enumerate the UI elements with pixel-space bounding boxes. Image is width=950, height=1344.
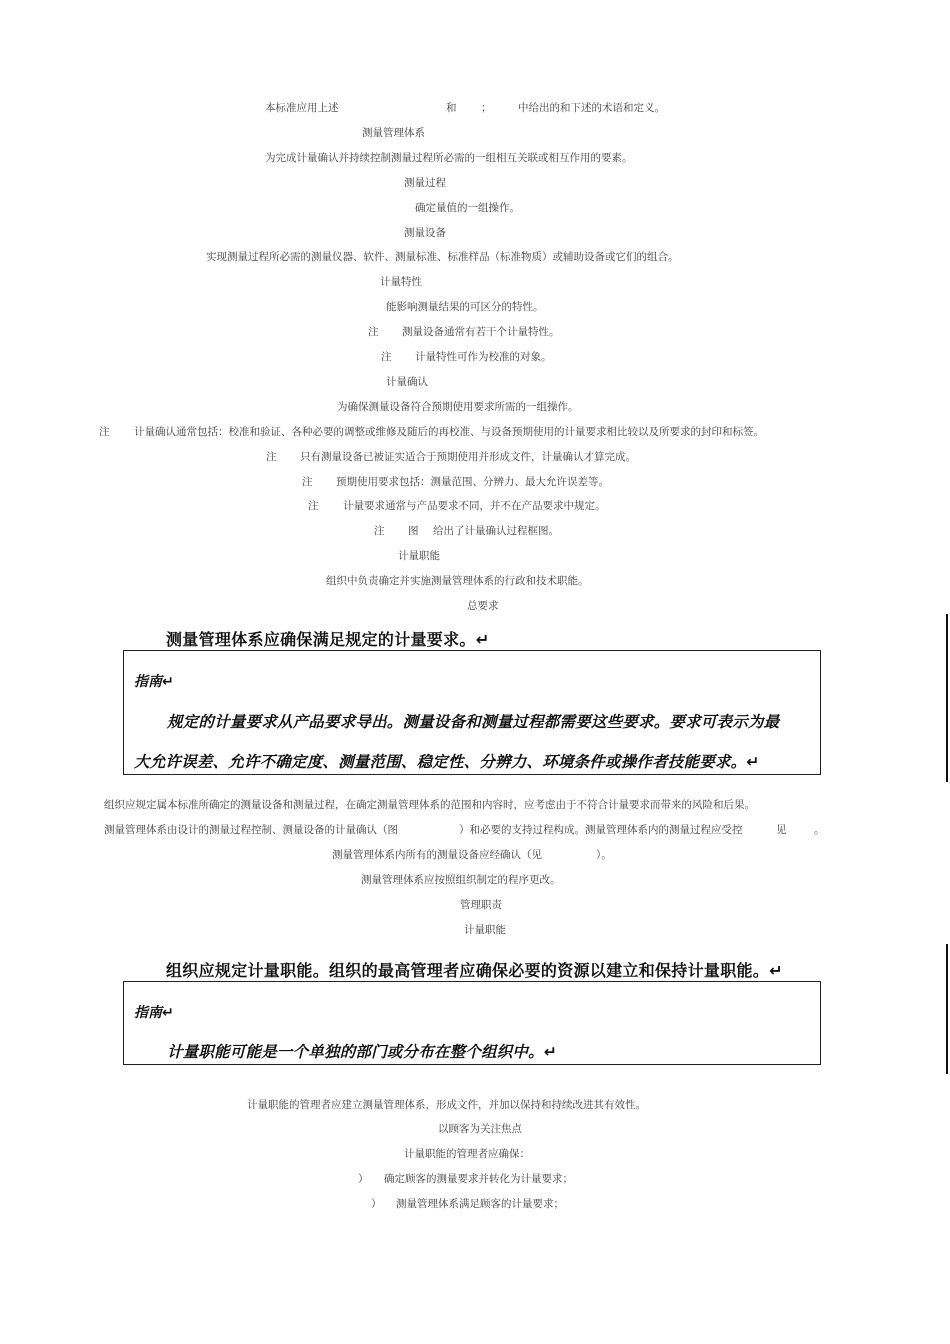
list-item: 测量管理体系满足顾客的计量要求； xyxy=(396,1198,564,1210)
definition-text: 确定量值的一组操作。 xyxy=(415,202,520,214)
note-label: 注 xyxy=(266,451,277,463)
definition-text: 组织中负责确定并实施测量管理体系的行政和技术职能。 xyxy=(326,575,589,587)
paragraph: ）和必要的支持过程构成。测量管理体系内的测量过程应受控 xyxy=(459,824,743,836)
note-text: 图 xyxy=(408,525,419,537)
note-label: 注 xyxy=(302,476,313,488)
guidance-text: 规定的计量要求从产品要求导出。测量设备和测量过程都需要这些要求。要求可表示为最 xyxy=(167,713,780,731)
note-text: 给出了计量确认过程框图。 xyxy=(433,525,559,537)
definition-text: 为完成计量确认并持续控制测量过程所必需的一组相互关联或相互作用的要素。 xyxy=(265,152,633,164)
term-heading: 计量特性 xyxy=(380,276,422,288)
note-label: 注 xyxy=(99,426,110,438)
term-heading: 测量过程 xyxy=(404,177,446,189)
paragraph: 测量管理体系应按照组织制定的程序更改。 xyxy=(361,874,561,886)
revision-bar xyxy=(946,614,948,782)
list-item: 确定顾客的测量要求并转化为计量要求； xyxy=(384,1173,573,1185)
list-marker: ） xyxy=(358,1173,369,1185)
text-line: 中给出的和下述的术语和定义。 xyxy=(518,102,665,114)
guidance-box xyxy=(123,650,821,775)
note-text: 预期使用要求包括：测量范围、分辨力、最大允许误差等。 xyxy=(336,476,609,488)
note-label: 注 xyxy=(374,525,385,537)
paragraph: ）。 xyxy=(596,849,612,861)
guidance-text: 大允许误差、允许不确定度、测量范围、稳定性、分辨力、环境条件或操作者技能要求。↵ xyxy=(134,753,760,771)
requirement-statement: 测量管理体系应确保满足规定的计量要求。↵ xyxy=(166,630,490,649)
guidance-text: 计量职能可能是一个单独的部门或分布在整个组织中。↵ xyxy=(167,1043,557,1061)
term-heading: 计量确认 xyxy=(386,376,428,388)
note-label: 注 xyxy=(381,351,392,363)
definition-text: 为确保测量设备符合预期使用要求所需的一组操作。 xyxy=(337,401,579,413)
section-heading: 管理职责 xyxy=(460,899,502,911)
paragraph: 计量职能的管理者应建立测量管理体系，形成文件，并加以保持和持续改进其有效性。 xyxy=(247,1099,646,1111)
revision-bar xyxy=(946,944,948,1074)
paragraph: 。 xyxy=(814,824,825,836)
guidance-box xyxy=(123,981,821,1065)
term-heading: 测量管理体系 xyxy=(362,127,425,139)
text-line: ； xyxy=(481,102,492,114)
definition-text: 能影响测量结果的可区分的特性。 xyxy=(386,301,544,313)
guidance-title: 指南↵ xyxy=(134,1005,174,1021)
paragraph: 测量管理体系内所有的测量设备应经确认（见 xyxy=(332,849,542,861)
note-text: 计量要求通常与产品要求不同，并不在产品要求中规定。 xyxy=(343,500,606,512)
section-heading: 总要求 xyxy=(467,600,499,612)
paragraph: 组织应规定属本标准所确定的测量设备和测量过程，在确定测量管理体系的范围和内容时，应考虑由于不符合计量要求而带来的风险和后果。 xyxy=(104,799,755,811)
text-line: 和 xyxy=(446,102,457,114)
note-label: 注 xyxy=(308,500,319,512)
note-label: 注 xyxy=(368,326,379,338)
paragraph: 计量职能的管理者应确保： xyxy=(404,1148,530,1160)
note-text: 只有测量设备已被证实适合于预期使用并形成文件，计量确认才算完成。 xyxy=(300,451,636,463)
note-text: 测量设备通常有若干个计量特性。 xyxy=(402,326,560,338)
list-marker: ） xyxy=(371,1198,382,1210)
definition-text: 实现测量过程所必需的测量仪器、软件、测量标准、标准样品（标准物质）或辅助设备或它们的组合。 xyxy=(206,251,679,263)
note-text: 计量确认通常包括：校准和验证、各种必要的调整或维修及随后的再校准、与设备预期使用的计量要求相比较以及所要求的封印和标签。 xyxy=(134,426,764,438)
section-heading: 以顾客为关注焦点 xyxy=(438,1123,522,1135)
term-heading: 测量设备 xyxy=(404,227,446,239)
text-line: 本标准应用上述 xyxy=(265,102,339,114)
guidance-title: 指南↵ xyxy=(134,674,174,690)
section-heading: 计量职能 xyxy=(464,924,506,936)
note-text: 计量特性可作为校准的对象。 xyxy=(415,351,552,363)
paragraph: 见 xyxy=(776,824,787,836)
term-heading: 计量职能 xyxy=(398,550,440,562)
requirement-statement: 组织应规定计量职能。组织的最高管理者应确保必要的资源以建立和保持计量职能。↵ xyxy=(166,961,783,980)
paragraph: 测量管理体系由设计的测量过程控制、测量设备的计量确认（图 xyxy=(104,824,398,836)
